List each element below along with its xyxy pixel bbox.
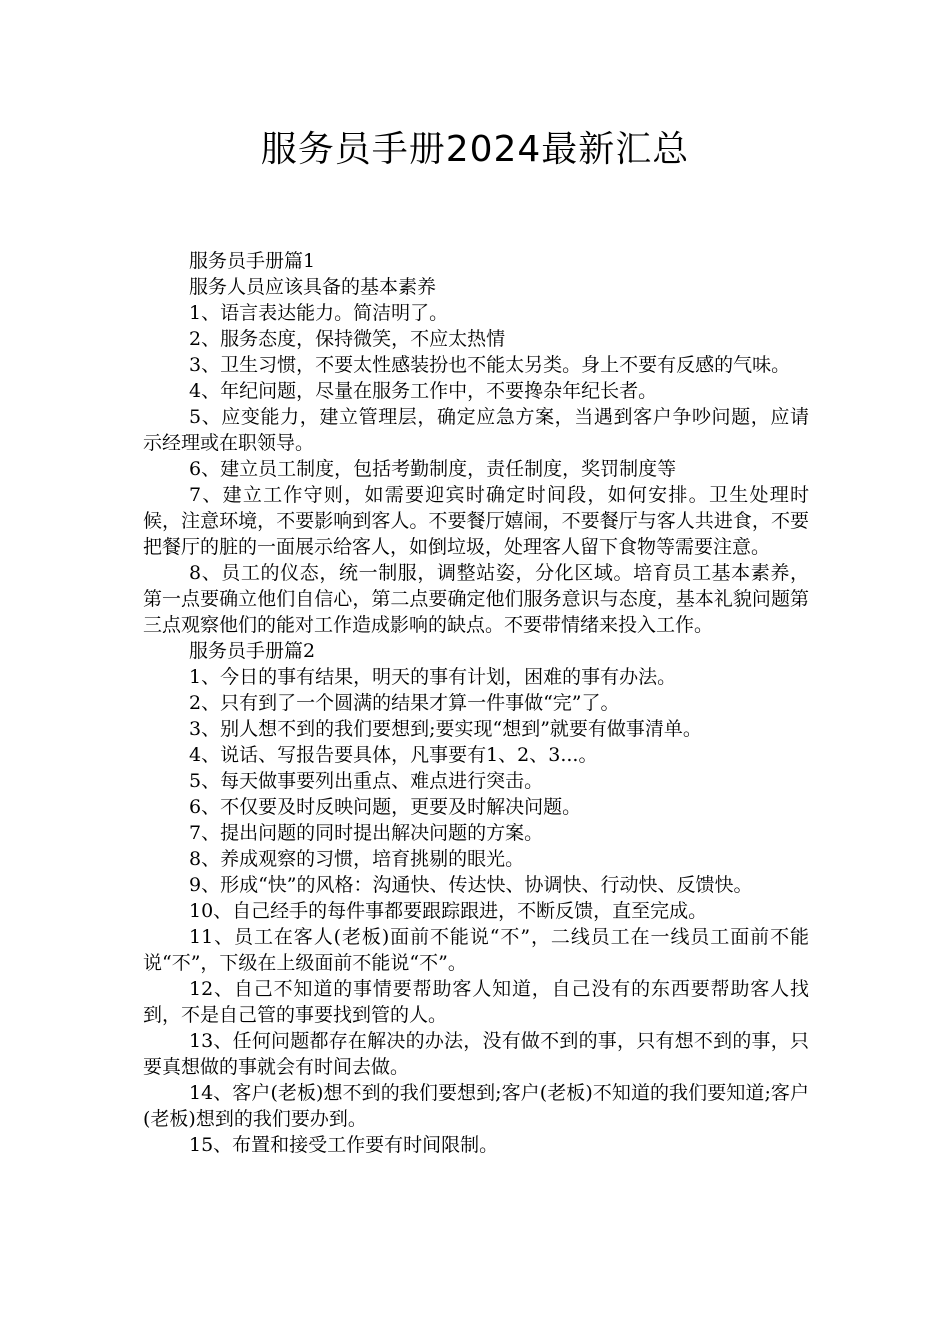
paragraph: 11、员工在客人(老板)面前不能说“不”，二线员工在一线员工面前不能说“不”，下级在上级面前不能说“不”。 <box>143 926 809 974</box>
paragraph: 5、应变能力，建立管理层，确定应急方案，当遇到客户争吵问题，应请示经理或在职领导。 <box>143 406 809 454</box>
paragraph: 3、卫生习惯，不要太性感装扮也不能太另类。身上不要有反感的气味。 <box>189 354 791 376</box>
paragraph: 6、不仅要及时反映问题，更要及时解决问题。 <box>189 796 582 818</box>
paragraph: 1、语言表达能力。简洁明了。 <box>189 302 449 324</box>
paragraph: 2、服务态度，保持微笑，不应太热情 <box>189 328 506 350</box>
paragraph: 7、建立工作守则，如需要迎宾时确定时间段，如何安排。卫生处理时候，注意环境，不要影响到客人。不要餐厅嬉闹，不要餐厅与客人共进食，不要把餐厅的脏的一面展示给客人，如倒垃圾，处理客人留下食物等需要注意。 <box>143 484 809 558</box>
paragraph: 14、客户(老板)想不到的我们要想到;客户(老板)不知道的我们要知道;客户(老板)想到的我们要办到。 <box>143 1082 809 1130</box>
paragraph: 8、养成观察的习惯，培育挑剔的眼光。 <box>189 848 525 870</box>
paragraph: 13、任何问题都存在解决的办法，没有做不到的事，只有想不到的事，只要真想做的事就会有时间去做。 <box>143 1030 809 1078</box>
paragraph: 6、建立员工制度，包括考勤制度，责任制度，奖罚制度等 <box>189 458 677 480</box>
paragraph: 4、年纪问题，尽量在服务工作中，不要搀杂年纪长者。 <box>189 380 658 402</box>
document-title: 服务员手册2024最新汇总 <box>260 129 690 170</box>
paragraph: 15、布置和接受工作要有时间限制。 <box>189 1134 499 1156</box>
paragraph: 2、只有到了一个圆满的结果才算一件事做“完”了。 <box>189 692 620 714</box>
paragraph: 1、今日的事有结果，明天的事有计划，困难的事有办法。 <box>189 666 677 688</box>
paragraph: 4、说话、写报告要具体，凡事要有1、2、3...。 <box>189 744 598 766</box>
paragraph: 10、自己经手的每件事都要跟踪跟进，不断反馈，直至完成。 <box>189 900 708 922</box>
paragraph: 12、自己不知道的事情要帮助客人知道，自己没有的东西要帮助客人找到，不是自己管的事要找到管的人。 <box>143 978 809 1026</box>
paragraph: 3、别人想不到的我们要想到;要实现“想到”就要有做事清单。 <box>189 718 702 740</box>
paragraph: 服务员手册篇1 <box>189 250 316 272</box>
paragraph: 5、每天做事要列出重点、难点进行突击。 <box>189 770 544 792</box>
document-body <box>143 248 809 1158</box>
paragraph: 7、提出问题的同时提出解决问题的方案。 <box>189 822 544 844</box>
paragraph: 服务人员应该具备的基本素养 <box>189 276 437 298</box>
paragraph: 8、员工的仪态，统一制服，调整站姿，分化区域。培育员工基本素养，第一点要确立他们自信心，第二点要确定他们服务意识与态度，基本礼貌问题第三点观察他们的能对工作造成影响的缺点。不要带情绪来投入工作。 <box>143 562 809 636</box>
paragraph: 服务员手册篇2 <box>189 640 316 662</box>
paragraph: 9、形成“快”的风格：沟通快、传达快、协调快、行动快、反馈快。 <box>189 874 753 896</box>
